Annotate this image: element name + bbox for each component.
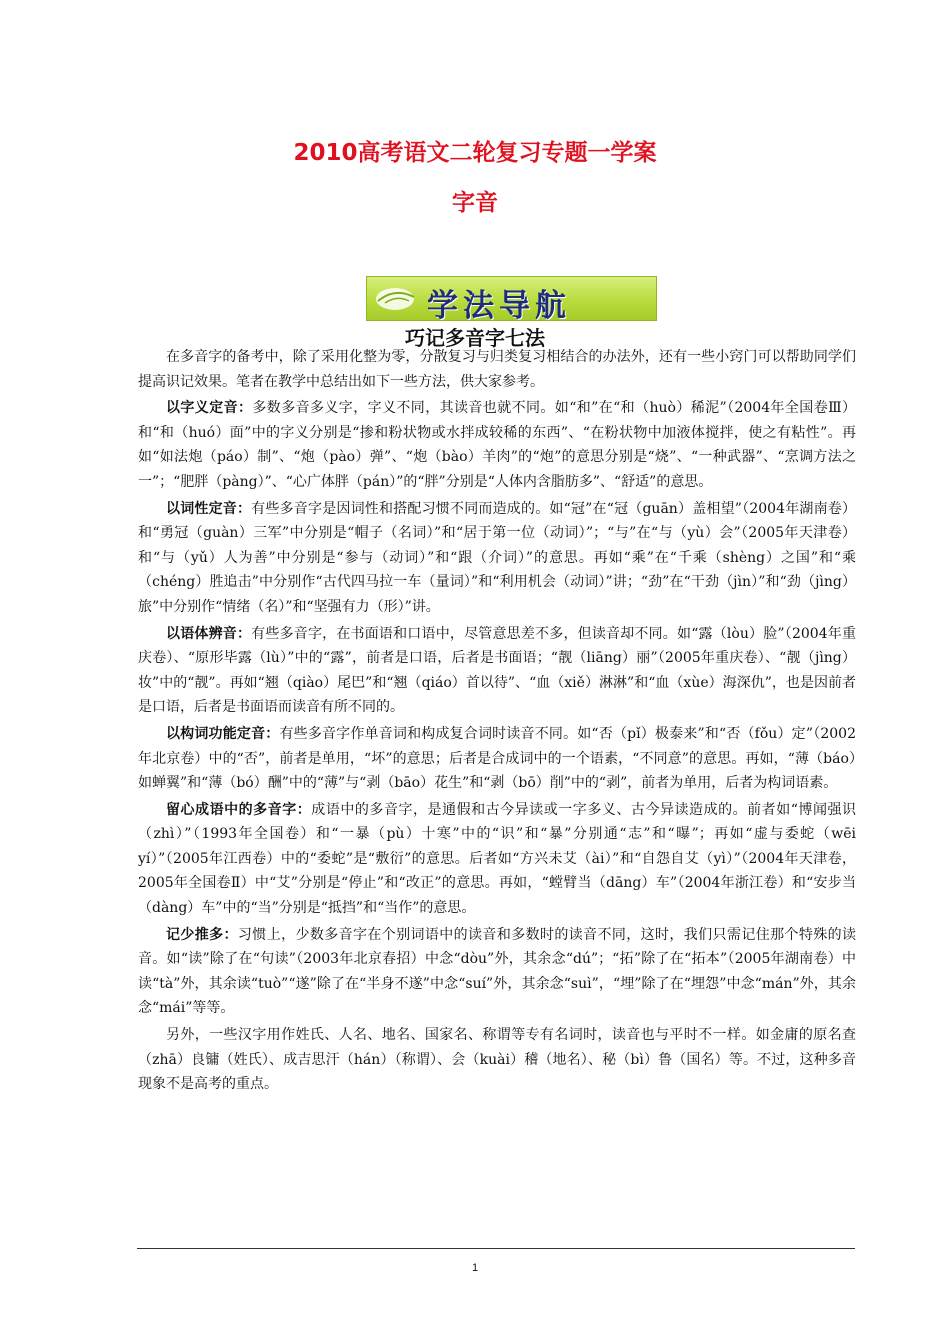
paragraph-lead: 记少推多： — [166, 926, 238, 943]
paragraph-text: 有些多音字，在书面语和口语中，尽管意思差不多，但读音却不同。如“露（lòu）脸”（2004年重庆卷）、“原形毕露（lù）”中的“露”，前者是口语，后者是书面语；“靓（liāng）丽”（2005年重庆卷）、“靓（jìng）妆”中的“靓”。再如“翘（qiào）尾巴”和“翘（qiáo）首以待”、“血（xiě）淋淋”和“血（xùe）海深仇”，也是因前者是口语，后者是书面语而读音有所不同的。 — [138, 625, 856, 716]
paragraph-text: 另外，一些汉字用作姓氏、人名、地名、国家名、称谓等专有名词时，读音也与平时不一样。如金庸的原名查（zhā）良镛（姓氏）、成吉思汗（hán）（称谓）、会（kuài）稽（地名）、秘（bì）鲁（国名）等。不过，这种多音现象不是高考的重点。 — [138, 1027, 856, 1093]
leaf-icon — [373, 283, 421, 315]
article-body — [138, 345, 870, 1099]
document-subtitle: 字音 — [452, 190, 498, 216]
page-number: 1 — [471, 1262, 479, 1274]
paragraph-lead: 以语体辨音： — [166, 625, 252, 642]
paragraph-text: 多数多音多义字，字义不同，其读音也就不同。如“和”在“和（huò）稀泥”（2004年全国卷Ⅲ）和“和（huó）面”中的字义分别是“掺和粉状物或水拌成较稀的东西”、“在粉状物中加液体搅拌，使之有粘性”。再如“如法炮（páo）制”、“炮（pào）弹”、“炮（bào）羊肉”的“炮”的意思分别是“烧”、“一种武器”、“烹调方法之一”；“肥胖（pàng）”、“心广体胖（pán）”的“胖”分别是“人体内含脂肪多”、“舒适”的意思。 — [138, 400, 857, 490]
footer-divider — [137, 1248, 855, 1249]
document-title: 2010高考语文二轮复习专题一学案 — [293, 140, 657, 166]
paragraph-text: 习惯上，少数多音字在个别词语中的读音和多数时的读音不同，这时，我们只需记住那个特殊的读音。如“读”除了在“句读”（2003年北京春招）中念“dòu”外，其余念“dú”；“拓”除了在“拓本”（2005年湖南卷）中读“tà”外，其余读“tuò”“遂”除了在“半身不遂”中念“suí”外，其余念“suì”，“埋”除了在“埋怨”中念“mán”外，其余念“mái”等等。 — [138, 926, 857, 1017]
banner-label: 学法导航 — [427, 288, 571, 324]
paragraph — [138, 1023, 856, 1097]
paragraph — [138, 497, 856, 620]
section-title: 巧记多音字七法 — [405, 326, 545, 350]
paragraph — [138, 923, 856, 1021]
paragraph-text: 在多音字的备考中，除了采用化整为零，分散复习与归类复习相结合的办法外，还有一些小窍门可以帮助同学们提高识记效果。笔者在教学中总结出如下一些方法，供大家参考。 — [138, 349, 856, 390]
paragraph-lead: 留心成语中的多音字： — [166, 801, 312, 818]
paragraph — [138, 798, 870, 921]
paragraph — [138, 396, 856, 494]
paragraph-text: 成语中的多音字，是通假和古今异读或一字多义、古今异读造成的。前者如“博闻强识（zhì）”（1993年全国卷）和“一暴（pù）十寒”中的“识”和“暴”分别通“志”和“曝”；再如“虚与委蛇（wēi yí）”（2005年江西卷）中的“委蛇”是“敷衍”的意思。后者如“方兴未艾（ài）”和“自怨自艾（yì）”（2004年天津卷，2005年全国卷Ⅱ）中“艾”分别是“停止”和“改正”的意思。再如，“螳臂当（dāng）车”（2004年浙江卷）和“安步当（dàng）车”中的“当”分别是“抵挡”和“当作”的意思。 — [138, 801, 870, 917]
paragraph — [138, 622, 856, 720]
paragraph-text: 有些多音字作单音词和构成复合词时读音不同。如“否（pǐ）极泰来”和“否（fǒu）定”（2002年北京卷）中的“否”，前者是单用，“坏”的意思；后者是合成词中的一个语素，“不同意”的意思。再如，“薄（báo）如蝉翼”和“薄（bó）酬”中的“薄”与“剥（bāo）花生”和“剥（bō）削”中的“剥”，前者为单用，后者为构词语素。 — [138, 725, 857, 792]
paragraph-lead: 以字义定音： — [166, 400, 253, 417]
paragraph-text: 有些多音字是因词性和搭配习惯不同而造成的。如“冠”在“冠（guān）盖相望”（2004年湖南卷）和“勇冠（guàn）三军”中分别是“帽子（名词）”和“居于第一位（动词）”；“与”在“与（yù）会”（2005年天津卷）和“与（yǔ）人为善”中分别是“参与（动词）”和“跟（介词）”的意思。再如“乘”在“千乘（shèng）之国”和“乘（chéng）胜追击”中分别作“古代四马拉一车（量词）”和“利用机会（动词）”讲；“劲”在“干劲（jìn）”和“劲（jìng）旅”中分别作“情绪（名）”和“坚强有力（形）”讲。 — [138, 500, 856, 615]
study-method-banner — [366, 276, 657, 324]
paragraph-lead: 以构词功能定音： — [166, 725, 280, 742]
paragraph-lead: 以词性定音： — [166, 500, 252, 517]
paragraph — [138, 345, 856, 394]
paragraph — [138, 722, 856, 796]
